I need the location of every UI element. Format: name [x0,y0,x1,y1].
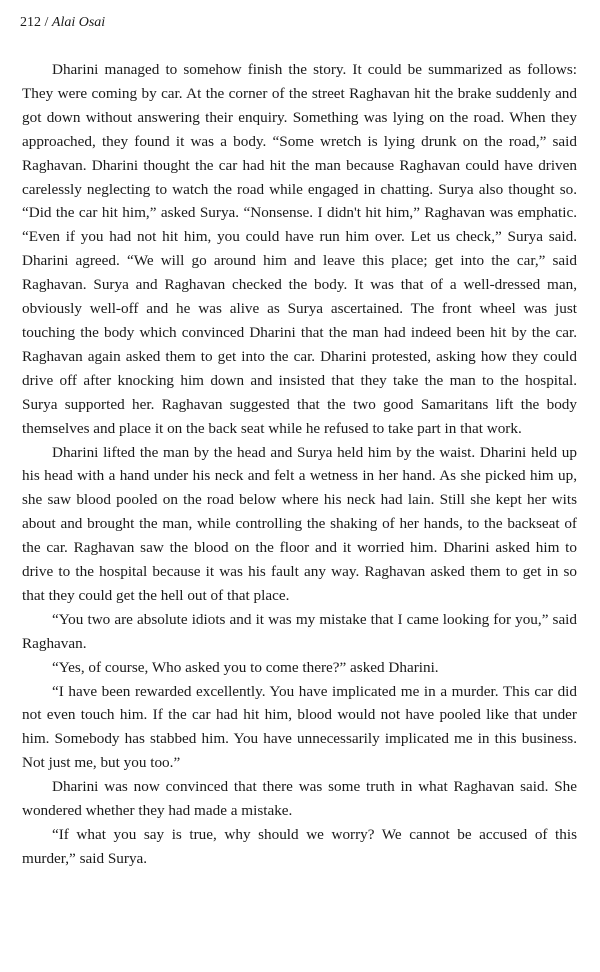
page-number: 212 [20,15,41,30]
book-title: Alai Osai [51,15,106,30]
paragraph: Dharini was now convinced that there was some truth in what Raghavan said. She wondered whether they had made a mistake. [22,778,577,820]
paragraph: Dharini managed to somehow finish the story. It could be summarized as follows: They were coming by car. At the corner of the street Raghavan hit the brake suddenly and got down without answering their enquiry. Something was lying on the road. When they approached, they found it was a body. “Some wretch is lying drunk on the road,” said Raghavan. Dharini thought the car had hit the man because Raghavan could have driven carelessly neglecting to watch the road while engaged in chatting. Surya also thought so. “Did the car hit him,” asked Surya. “Nonsense. I didn't hit him,” Raghavan was emphatic. “Even if you had not hit him, you could have run him over. Let us check,” Surya said. Dharini agreed. “We will go around him and leave this place; get into the car,” said Raghavan. Surya and Raghavan checked the body. It was that of a well-dressed man, obviously well-off and he was alive as Surya ascertained. The front wheel was just touching the body which convinced Dharini that the man had indeed been hit by the car. Raghavan again asked them to get into the car. Dharini protested, asking how they could drive off after knocking him down and insisted that they take the man to the hospital. Surya supported her. Raghavan suggested that the two good Samaritans lift the body themselves and place it on the back seat while he refused to take part in that work. [22,61,577,437]
paragraph: Dharini lifted the man by the head and Surya held him by the waist. Dharini held up his head with a hand under his neck and felt a wetness in her hand. As she picked him up, she saw blood pooled on the road below where his neck had lain. Still she kept her wits about and brought the man, while controlling the shaking of her hands, to the backseat of the car. Raghavan saw the blood on the floor and it worried him. Dharini asked him to drive to the hospital because it was his fault any way. Raghavan asked them to get in so that they could get the hell out of that place. [22,443,577,604]
running-head-separator: / [44,15,49,30]
paragraph: “You two are absolute idiots and it was my mistake that I came looking for you,” said Raghavan. [22,610,577,652]
running-head [20,14,105,32]
paragraph: “Yes, of course, Who asked you to come there?” asked Dharini. [52,658,439,676]
paragraph: “If what you say is true, why should we worry? We cannot be accused of this murder,” said Surya. [22,826,577,867]
paragraph: “I have been rewarded excellently. You have implicated me in a murder. This car did not even touch him. If the car had hit him, blood would not have pooled like that under him. Somebody has stabbed him. You have unnecessarily implicated me in this business. Not just me, but you too.” [22,682,577,772]
body-text [22,58,577,871]
